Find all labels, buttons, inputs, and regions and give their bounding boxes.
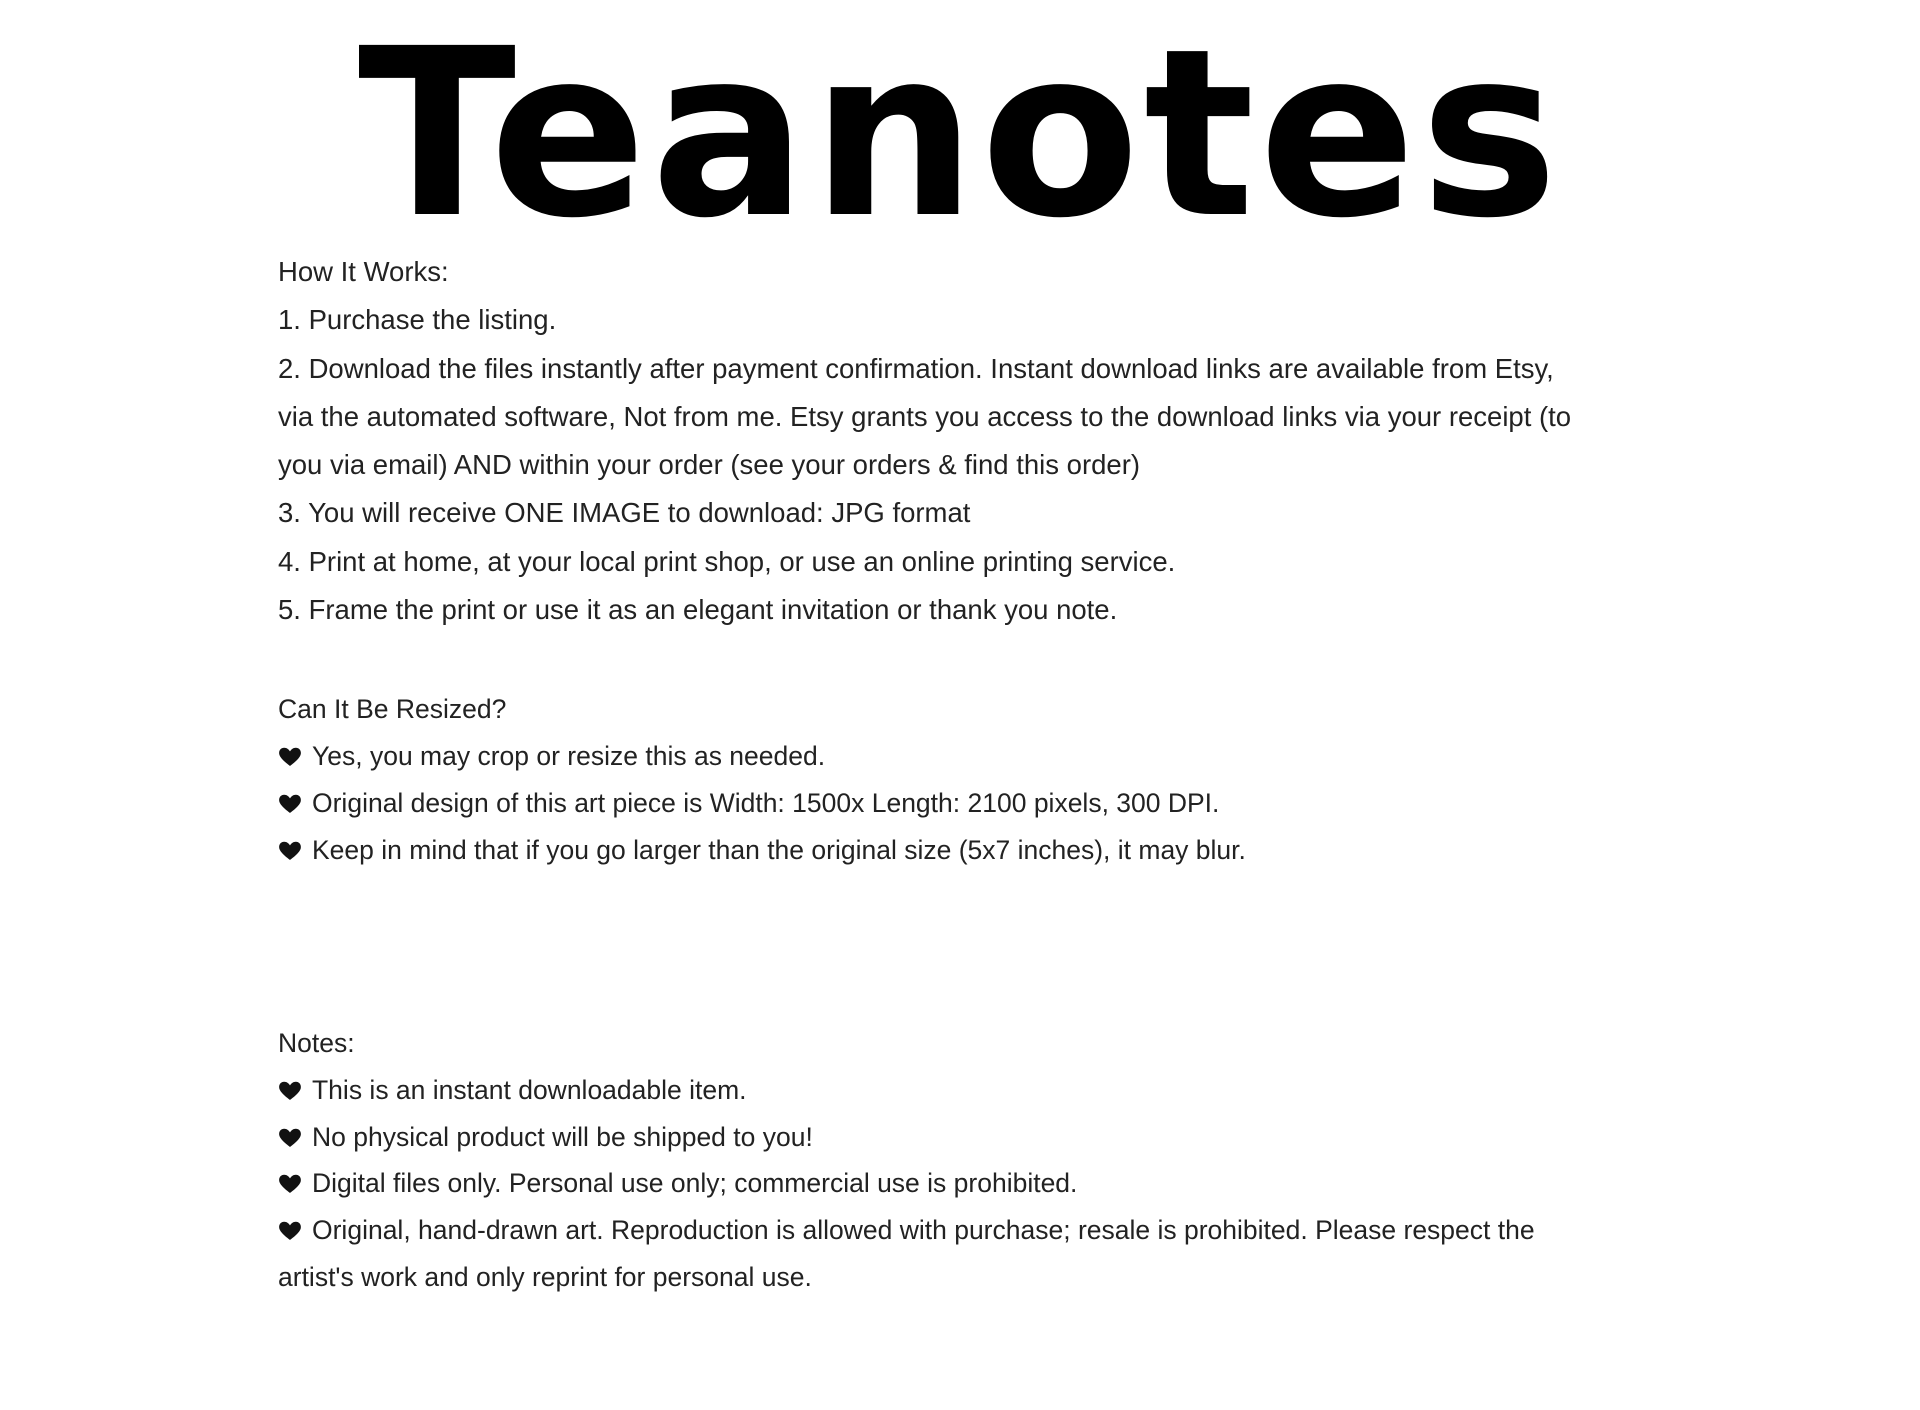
notes-item-text: This is an instant downloadable item. — [312, 1074, 747, 1105]
notes-item — [278, 1067, 1738, 1114]
step-line: 2. Download the files instantly after payment confirmation. Instant download links are available from Etsy, — [278, 352, 1554, 384]
resize-item-text: Original design of this art piece is Width: 1500x Length: 2100 pixels, 300 DPI. — [312, 788, 1220, 818]
resize-heading: Can It Be Resized? — [278, 694, 507, 724]
how-it-works-section — [278, 248, 1738, 634]
resize-section — [278, 686, 1738, 874]
notes-item-text: Digital files only. Personal use only; commercial use is prohibited. — [312, 1168, 1078, 1199]
notes-item-text: Original, hand-drawn art. Reproduction is allowed with purchase; resale is prohibited. Please respect the — [312, 1215, 1535, 1246]
step-line: 4. Print at home, at your local print shop, or use an online printing service. — [278, 545, 1176, 577]
notes-item — [278, 1114, 1738, 1161]
brand-title: Teanotes — [357, 0, 1563, 269]
heart-icon — [278, 841, 302, 861]
step-line: via the automated software, Not from me. Etsy grants you access to the download links via your receipt (to — [278, 400, 1572, 432]
heart-icon — [278, 1221, 302, 1241]
resize-item — [278, 733, 1738, 780]
notes-section — [278, 1020, 1738, 1301]
heart-icon — [278, 1128, 302, 1148]
notes-item — [278, 1207, 1738, 1254]
resize-item — [278, 780, 1738, 827]
step-line: 1. Purchase the listing. — [278, 304, 557, 336]
resize-item — [278, 827, 1738, 874]
notes-item — [278, 1160, 1738, 1207]
notes-heading: Notes: — [278, 1028, 355, 1058]
step-line: 3. You will receive ONE IMAGE to download: JPG format — [278, 497, 971, 529]
heart-icon — [278, 747, 302, 767]
how-it-works-heading: How It Works: — [278, 256, 449, 287]
resize-item-text: Yes, you may crop or resize this as needed. — [312, 741, 826, 771]
step-line: you via email) AND within your order (see your orders & find this order) — [278, 449, 1141, 481]
heart-icon — [278, 794, 302, 814]
notes-item-text: No physical product will be shipped to you! — [312, 1121, 813, 1152]
notes-continuation: artist's work and only reprint for personal use. — [278, 1261, 812, 1292]
resize-item-text: Keep in mind that if you go larger than the original size (5x7 inches), it may blur. — [312, 835, 1246, 865]
step-line: 5. Frame the print or use it as an elegant invitation or thank you note. — [278, 594, 1118, 626]
heart-icon — [278, 1174, 302, 1194]
heart-icon — [278, 1081, 302, 1101]
